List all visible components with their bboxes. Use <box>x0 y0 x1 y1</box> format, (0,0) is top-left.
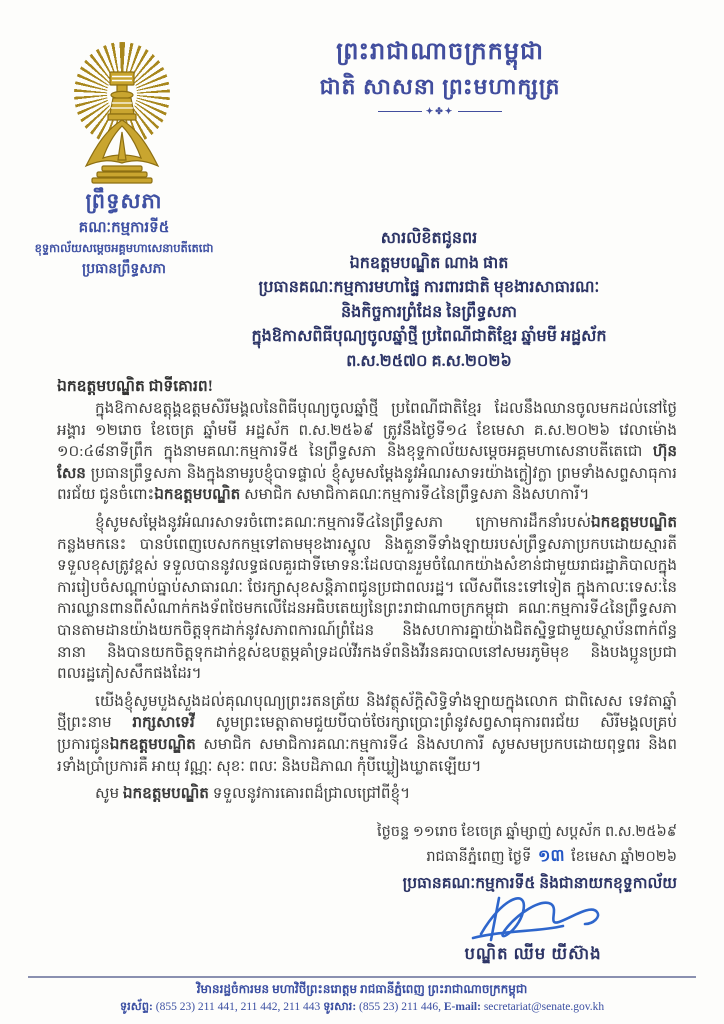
footer <box>0 980 724 1016</box>
ornament-divider <box>160 106 720 117</box>
phone-value: (855 23) 211 441, 211 442, 211 443 <box>155 1001 321 1013</box>
footer-divider <box>28 976 696 978</box>
body-paragraph-3: យើងខ្ញុំសូមបួងសួងដល់គុណបុណ្យព្រះរតនត្រ័យ និងវត្ថុស័ក្តិសិទ្ធិទាំងឡាយក្នុងលោក ជាពិសេស ទេវតាឆ្នាំថ្មីព្រះនាម រាក្សសាទេវី សូមព្រះមេត្តាតាមជួយបីបាច់ថែរក្សាប្រោះព្រំនូវសព្វសាធុការពរជ័យ សិរីមង្គលគ្រប់ប្រការជូនឯកឧត្តមបណ្ឌិត សមាជិក សមាជិការគណៈកម្មការទី៤ និងសហការី សូមសមប្រកបដោយពុទ្ធពរ និងពរទាំងប្រាំប្រការគឺ អាយុ វណ្ណៈ សុខៈ ពលៈ និងបដិភាណ កុំបីឃ្លៀងឃ្លាតឡើយ។ <box>57 692 677 775</box>
recipient-name: ឯកឧត្តមបណ្ឌិត ណាង ផាត <box>349 254 509 272</box>
royal-motto-line-1: ព្រះរាជាណាចក្រកម្ពុជា <box>336 39 544 65</box>
org-commission: គណៈកម្មការទី៥ <box>78 220 170 236</box>
org-title: ព្រឹទ្ធសភា <box>85 189 163 213</box>
footer-contacts <box>0 998 724 1016</box>
lunar-date: ថ្ងៃចន្ទ ១១រោច ខែចេត្រ ឆ្នាំម្សាញ់ សប្តស័ក ព.ស.២៥៦៩ <box>376 824 677 840</box>
ornament-glyphs-icon: ✦✤✦ <box>425 106 455 116</box>
email-label: E-mail: <box>443 1001 481 1013</box>
senate-emblem <box>70 42 174 190</box>
letterhead-block <box>28 186 220 280</box>
body-paragraph-2: ខ្ញុំសូមសម្តែងនូវអំណរសាទរចំពោះគណៈកម្មការទី៤នៃព្រឹទ្ធសភា ក្រោមការដឹកនាំរបស់ឯកឧត្តមបណ្ឌិត កន្លងមកនេះ បានបំពេញបេសកកម្មទៅតាមមុខងារស្នូល និងតួនាទីទាំងឡាយរបស់ព្រឹទ្ធសភាប្រកបដោយស្មារតីទទួលខុសត្រូវខ្ពស់ ទទួលបាននូវលទ្ធផលគួរជាទីមោទនៈដែលបានរួមចំណែកយ៉ាងសំខាន់ជាមួយរាជរដ្ឋាភិបាលក្នុងការរៀបចំសណ្តាប់ធ្នាប់សាធារណៈ ថែរក្សាសុខសន្តិភាពជូនប្រជាពលរដ្ឋ។ លើសពីនេះទៅទៀត ក្នុងកាលៈទេសៈនៃការឈ្លានពានពីសំណាក់កងទ័ពថៃមកលើដែនអធិបតេយ្យនៃព្រះរាជាណាចក្រកម្ពុជា គណៈកម្មការទី៤នៃព្រឹទ្ធសភាបានតាមដានយ៉ាងយកចិត្តទុកដាក់នូវសភាពការណ៍ព្រំដែន និងសហការគ្នាយ៉ាងជិតស្និទ្ធជាមួយស្ថាប័នពាក់ព័ន្ធនានា និងបានយកចិត្តទុកដាក់ខ្ពស់ឧបត្ថម្ភគាំទ្រដល់វីរកងទ័ពនិងវីរនគរបាលនៅសមរភូមិមុខ និងបងប្អូនប្រជាពលរដ្ឋភៀសសឹកផងដែរ។ <box>57 513 677 683</box>
signer-title: ប្រធានគណៈកម្មការទី៥ និងជានាយកខុទ្ទកាល័យ <box>402 875 677 892</box>
phone-label: ទូរស័ព្ទ: <box>119 1001 153 1013</box>
signer-name: បណ្ឌិត ឈីម យីស៊ាង <box>464 944 602 963</box>
letter-body <box>57 398 677 818</box>
place-date <box>327 844 677 869</box>
body-paragraph-1: ក្នុងឱកាសឧត្តុង្គឧត្តមសិរីមង្គលនៃពិធីបុណ្យចូលឆ្នាំថ្មី ប្រពៃណីជាតិខ្មែរ ដែលនឹងឈានចូលមកដល់នៅថ្ងៃអង្គារ ១២រោច ខែចេត្រ ឆ្នាំមមី អដ្ឋស័ក ព.ស.២៥៦៩ ត្រូវនឹងថ្ងៃទី១៤ ខែមេសា គ.ស.២០២៦ វេលាម៉ោង ១០:៤៨នាទីព្រឹក ក្នុងនាមគណៈកម្មការទី៥ នៃព្រឹទ្ធសភា និងខុទ្ទកាល័យសម្តេចអគ្គមហាសេនាបតីតេជោ ហ៊ុន សែន ប្រធានព្រឹទ្ធសភា និងក្នុងនាមរូបខ្ញុំបាទផ្ទាល់ ខ្ញុំសូមសម្តែងនូវអំណរសាទរយ៉ាងក្លៀវក្លា ព្រមទាំងសព្ទសាធុការពរជ័យ ជូនចំពោះឯកឧត្តមបណ្ឌិត សមាជិក សមាជិកាគណៈកម្មការទី៤នៃព្រឹទ្ធសភា និងសហការី។ <box>57 400 677 504</box>
fax-label: ទូរសារ: <box>323 1001 357 1013</box>
emblem-stupa-icon <box>70 42 174 190</box>
salutation: ឯកឧត្តមបណ្ឌិត ជាទីគោរព! <box>57 378 213 395</box>
recipient-title-1: ប្រធានគណៈកម្មការមហាផ្ទៃ ការពារជាតិ មុខងារសាធារណៈ <box>258 279 600 296</box>
org-cabinet-president: ប្រធានព្រឹទ្ធសភា <box>82 262 166 277</box>
place-date-prefix: រាជធានីភ្នំពេញ ថ្ងៃទី <box>426 849 532 865</box>
letter-title-block <box>195 227 663 374</box>
royal-motto <box>160 34 720 117</box>
ornament-bar-left-icon <box>378 111 422 113</box>
signature-icon <box>465 884 610 948</box>
email-value: secretariat@senate.gov.kh <box>483 1001 605 1013</box>
royal-motto-line-2: ជាតិ សាសនា ព្រះមហាក្សត្រ <box>319 74 561 99</box>
fax-value: (855 23) 211 446, <box>359 1001 442 1013</box>
place-date-suffix: ខែមេសា ឆ្នាំ២០២៦ <box>571 849 677 865</box>
org-cabinet: ខុទ្ទកាល័យសម្តេចអគ្គមហាសេនាបតីតេជោ <box>34 243 214 255</box>
footer-address: វិមានរដ្ឋចំការមន មហាវិថីព្រះនរោត្តម រាជធានីភ្នំពេញ ព្រះរាជាណាចក្រកម្ពុជា <box>196 982 528 996</box>
ornament-bar-right-icon <box>458 111 502 113</box>
handwritten-day: ១៣ <box>537 845 565 866</box>
occasion-line: ក្នុងឱកាសពិធីបុណ្យចូលឆ្នាំថ្មី ប្រពៃណីជាតិខ្មែរ ឆ្នាំមមី អដ្ឋស័ក <box>251 328 607 345</box>
letter-title: សារលិខិតជូនពរ <box>380 230 478 247</box>
year-line: ព.ស.២៥៧០ គ.ស.២០២៦ <box>346 352 512 370</box>
recipient-title-2: និងកិច្ចការព្រំដែន នៃព្រឹទ្ធសភា <box>340 303 518 321</box>
closing-line: សូម ឯកឧត្តមបណ្ឌិត ទទួលនូវការគោរពដ៏ជ្រាលជ្រៅពីខ្ញុំ។ <box>95 785 411 803</box>
